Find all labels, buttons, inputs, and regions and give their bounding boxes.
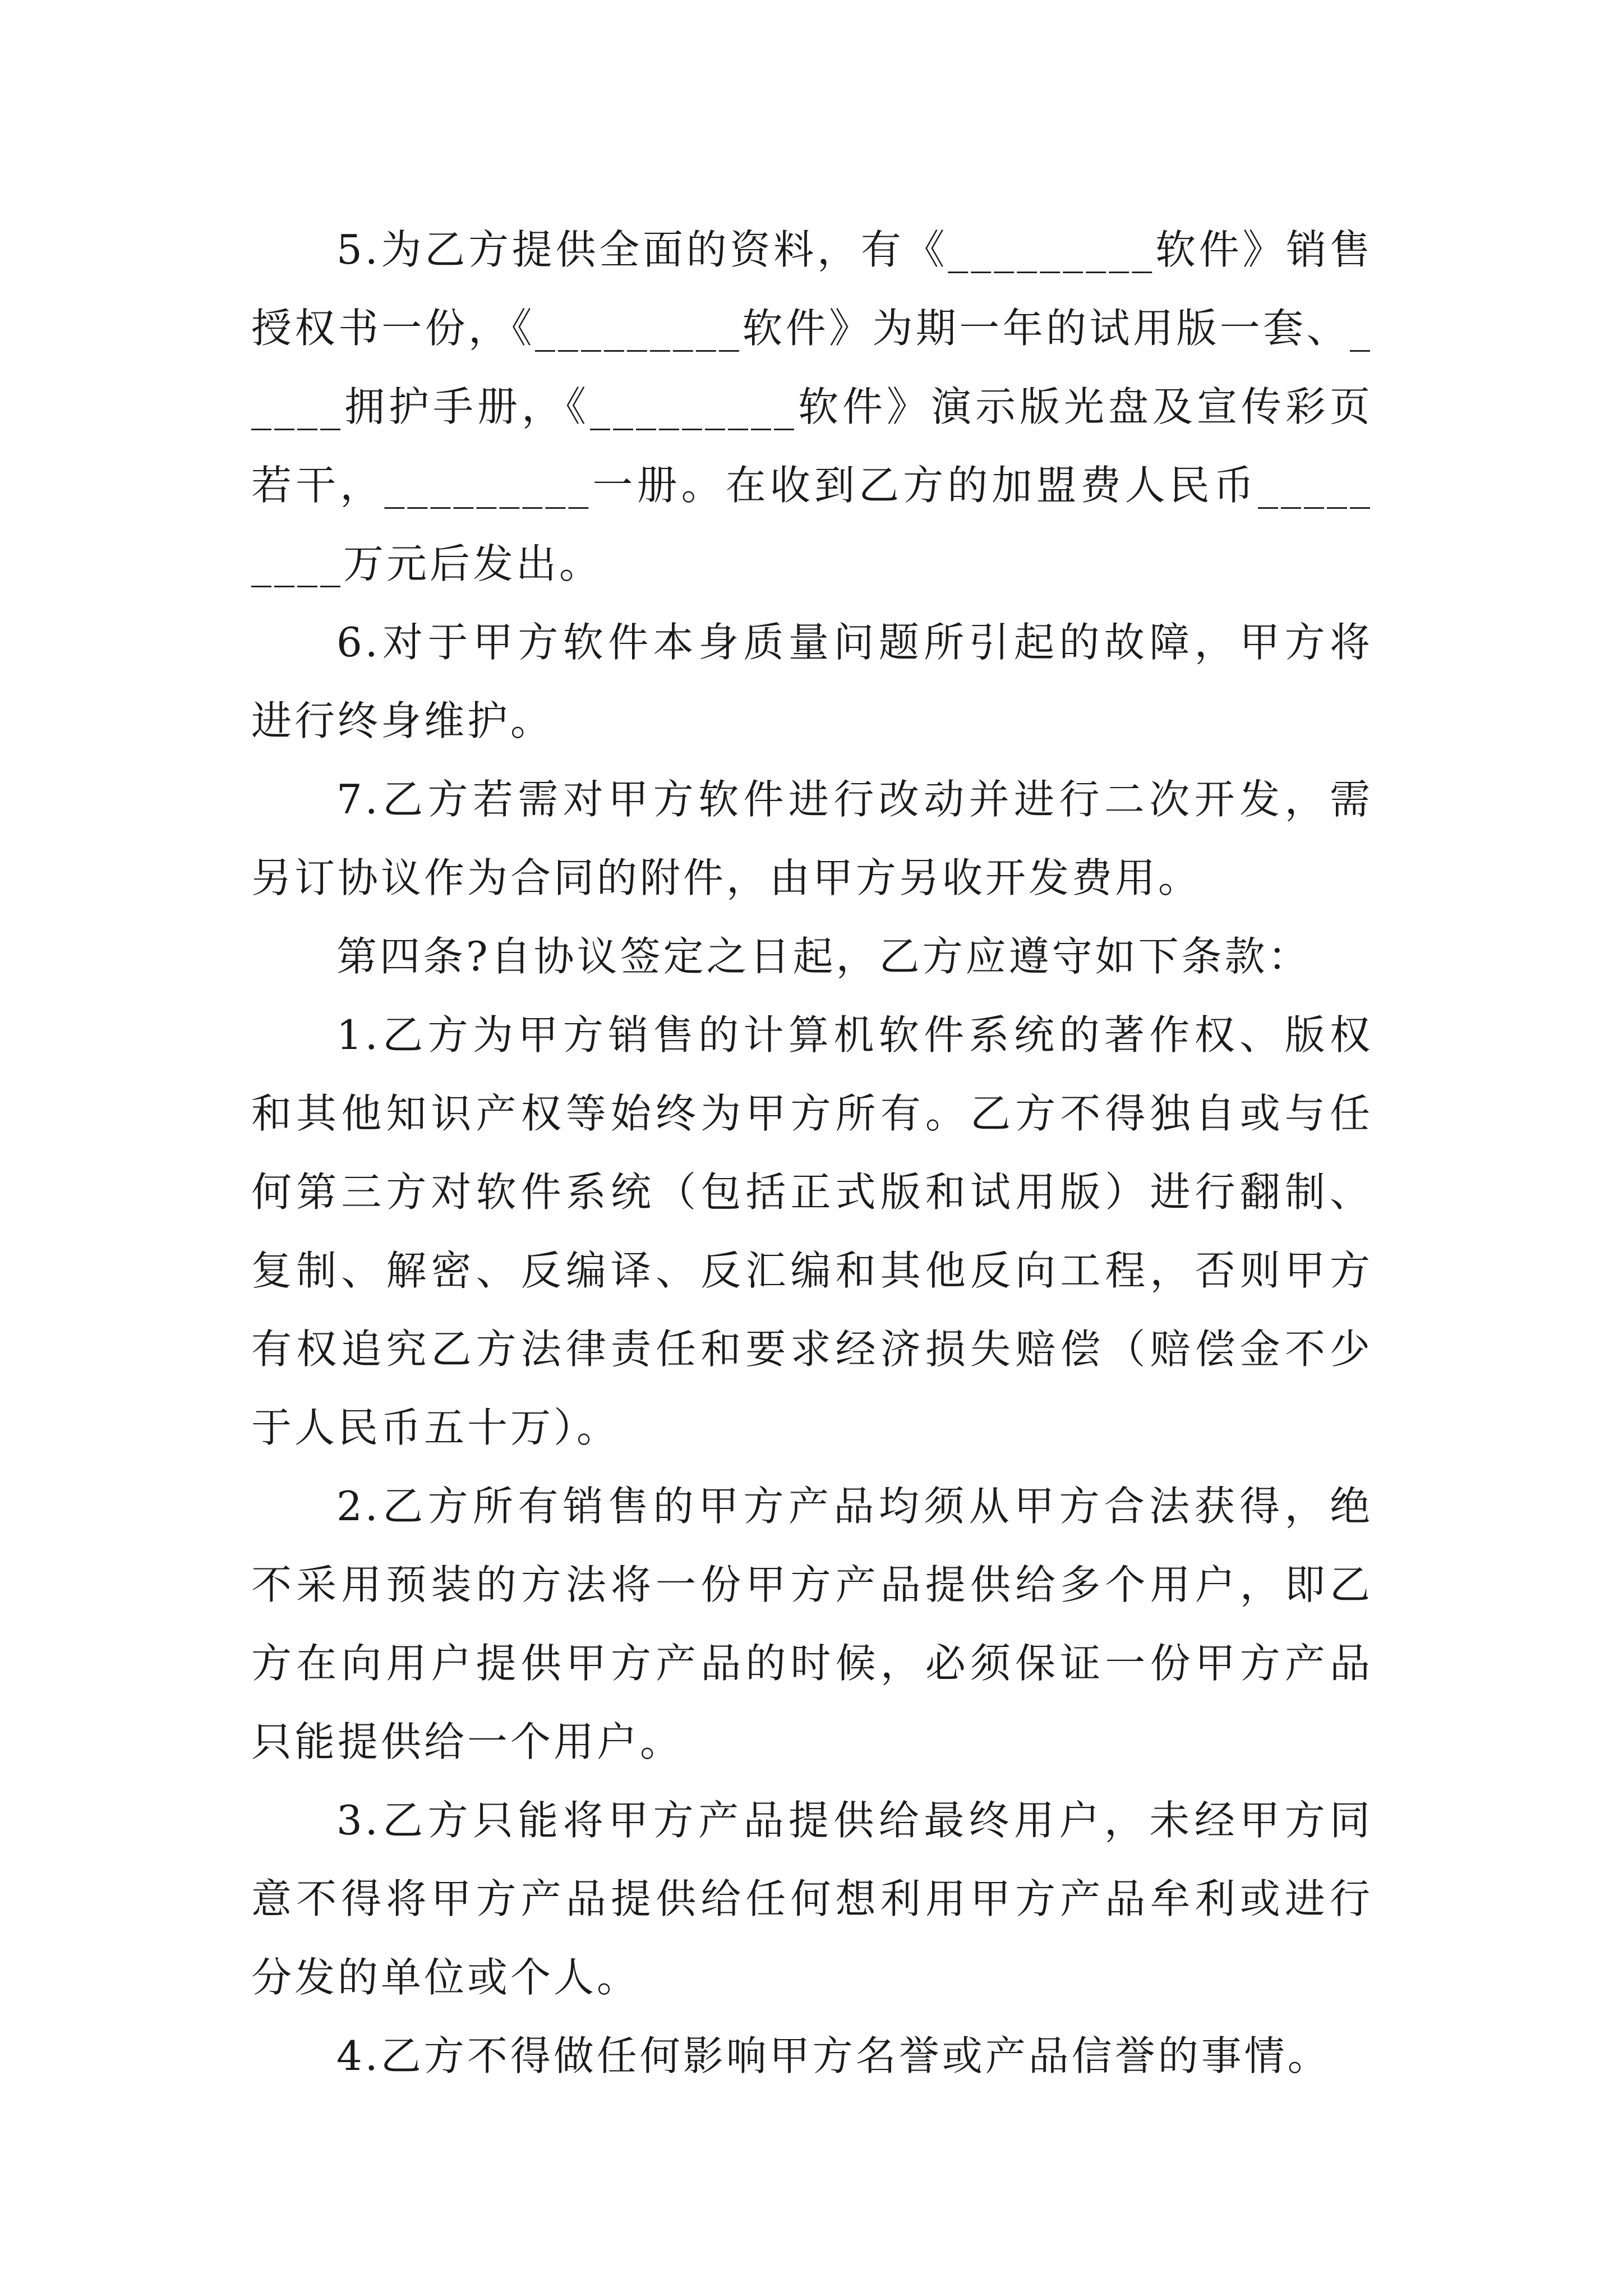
article-4-clause-3: 3.乙方只能将甲方产品提供给最终用户，未经甲方同意不得将甲方产品提供给任何想利用甲方产品牟利或进行分发的单位或个人。 [251, 1797, 1373, 2001]
clause-6-maintenance: 6.对于甲方软件本身质量问题所引起的故障，甲方将进行终身维护。 [251, 619, 1373, 744]
document-body [251, 210, 1373, 2095]
article-4-clause-4: 4.乙方不得做任何影响甲方名誉或产品信誉的事情。 [336, 2032, 1331, 2079]
clause-5-materials: 5.为乙方提供全面的资料，有《_________软件》销售授权书一份，《_________软件》为期一年的试用版一套、_____拥护手册，《_________软件》演示版光盘及宣传彩页若干，_________一册。在收到乙方的加盟费人民币_________万元后发出。 [251, 226, 1373, 587]
clause-7-secondary-development: 7.乙方若需对甲方软件进行改动并进行二次开发，需另订协议作为合同的附件，由甲方另收开发费用。 [251, 776, 1373, 901]
article-4-clause-2: 2.乙方所有销售的甲方产品均须从甲方合法获得，绝不采用预装的方法将一份甲方产品提供给多个用户，即乙方在向用户提供甲方产品的时候，必须保证一份甲方产品只能提供给一个用户。 [251, 1483, 1373, 1765]
article-4-heading: 第四条?自协议签定之日起，乙方应遵守如下条款： [336, 933, 1311, 980]
article-4-clause-1: 1.乙方为甲方销售的计算机软件系统的著作权、版权和其他知识产权等始终为甲方所有。乙方不得独自或与任何第三方对软件系统（包括正式版和试用版）进行翻制、复制、解密、反编译、反汇编和其他反向工程，否则甲方有权追究乙方法律责任和要求经济损失赔偿（赔偿金不少于人民币五十万）。 [251, 1011, 1373, 1451]
